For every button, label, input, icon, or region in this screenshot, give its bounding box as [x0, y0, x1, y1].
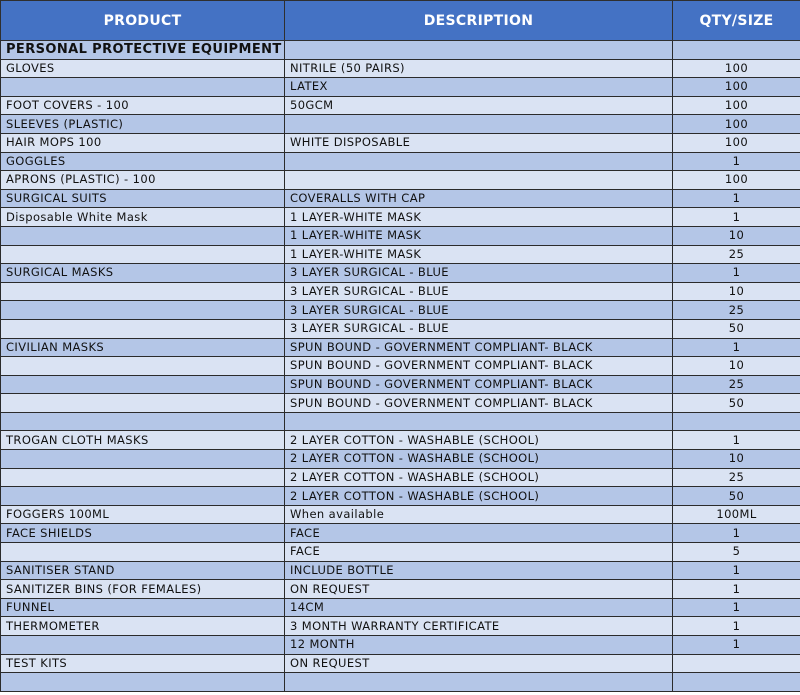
table-row — [1, 505, 800, 524]
product-cell: FUNNEL — [1, 598, 285, 617]
header-qty-size: QTY/SIZE — [673, 1, 800, 41]
table-row — [1, 301, 800, 320]
description-cell: 3 LAYER SURGICAL - BLUE — [285, 301, 673, 320]
qty-cell: 100ML — [673, 505, 800, 524]
qty-cell — [673, 412, 800, 431]
qty-cell — [673, 654, 800, 673]
header-description: DESCRIPTION — [285, 1, 673, 41]
description-cell: 3 LAYER SURGICAL - BLUE — [285, 282, 673, 301]
table-row — [1, 636, 800, 655]
product-cell: SANITISER STAND — [1, 561, 285, 580]
description-cell: WHITE DISPOSABLE — [285, 133, 673, 152]
qty-cell: 25 — [673, 301, 800, 320]
table-row — [1, 152, 800, 171]
table-row — [1, 133, 800, 152]
table-row — [1, 59, 800, 78]
table-row — [1, 673, 800, 692]
product-cell — [1, 394, 285, 413]
qty-cell: 25 — [673, 468, 800, 487]
product-cell: HAIR MOPS 100 — [1, 133, 285, 152]
description-cell: FACE — [285, 524, 673, 543]
description-cell: ON REQUEST — [285, 654, 673, 673]
description-cell: NITRILE (50 PAIRS) — [285, 59, 673, 78]
table-row — [1, 431, 800, 450]
qty-cell: 10 — [673, 357, 800, 376]
product-cell — [1, 375, 285, 394]
table-row — [1, 598, 800, 617]
description-cell: 2 LAYER COTTON - WASHABLE (SCHOOL) — [285, 450, 673, 469]
description-cell: SPUN BOUND - GOVERNMENT COMPLIANT- BLACK — [285, 394, 673, 413]
table-row — [1, 412, 800, 431]
product-cell — [1, 282, 285, 301]
header-row — [1, 1, 800, 41]
product-cell: SURGICAL MASKS — [1, 264, 285, 283]
product-cell: FACE SHIELDS — [1, 524, 285, 543]
description-cell: LATEX — [285, 78, 673, 97]
product-cell: GOGGLES — [1, 152, 285, 171]
table-row — [1, 115, 800, 134]
description-cell: 3 LAYER SURGICAL - BLUE — [285, 264, 673, 283]
qty-cell: 1 — [673, 431, 800, 450]
qty-cell: 100 — [673, 171, 800, 190]
qty-cell: 50 — [673, 319, 800, 338]
product-cell — [1, 357, 285, 376]
table-row — [1, 580, 800, 599]
table-row — [1, 487, 800, 506]
qty-cell: 1 — [673, 524, 800, 543]
description-cell: 1 LAYER-WHITE MASK — [285, 208, 673, 227]
table-row — [1, 226, 800, 245]
description-cell: 2 LAYER COTTON - WASHABLE (SCHOOL) — [285, 431, 673, 450]
qty-cell — [673, 673, 800, 692]
table-row — [1, 524, 800, 543]
qty-cell: 1 — [673, 338, 800, 357]
qty-cell: 1 — [673, 580, 800, 599]
qty-cell: 10 — [673, 226, 800, 245]
description-cell: INCLUDE BOTTLE — [285, 561, 673, 580]
table-row — [1, 171, 800, 190]
table-row — [1, 450, 800, 469]
table-row — [1, 617, 800, 636]
description-cell — [285, 115, 673, 134]
table-row — [1, 394, 800, 413]
table-row — [1, 357, 800, 376]
product-cell: TROGAN CLOTH MASKS — [1, 431, 285, 450]
product-cell — [1, 301, 285, 320]
description-cell — [285, 152, 673, 171]
table-row — [1, 468, 800, 487]
product-cell — [1, 543, 285, 562]
description-cell: When available — [285, 505, 673, 524]
product-cell: CIVILIAN MASKS — [1, 338, 285, 357]
table-row — [1, 208, 800, 227]
qty-cell: 1 — [673, 636, 800, 655]
description-cell: 3 MONTH WARRANTY CERTIFICATE — [285, 617, 673, 636]
product-cell: SLEEVES (PLASTIC) — [1, 115, 285, 134]
qty-cell: 50 — [673, 487, 800, 506]
description-cell: 1 LAYER-WHITE MASK — [285, 245, 673, 264]
description-cell: 50GCM — [285, 96, 673, 115]
description-cell — [285, 412, 673, 431]
table-row — [1, 96, 800, 115]
product-cell — [1, 226, 285, 245]
qty-cell: 1 — [673, 152, 800, 171]
description-cell: SPUN BOUND - GOVERNMENT COMPLIANT- BLACK — [285, 338, 673, 357]
qty-cell: 10 — [673, 282, 800, 301]
product-cell: FOOT COVERS - 100 — [1, 96, 285, 115]
description-cell: ON REQUEST — [285, 580, 673, 599]
product-cell — [1, 636, 285, 655]
product-cell: APRONS (PLASTIC) - 100 — [1, 171, 285, 190]
header-product: PRODUCT — [1, 1, 285, 41]
qty-cell: 1 — [673, 617, 800, 636]
description-cell: 12 MONTH — [285, 636, 673, 655]
qty-cell: 50 — [673, 394, 800, 413]
product-cell — [1, 78, 285, 97]
table-row — [1, 264, 800, 283]
description-cell: COVERALLS WITH CAP — [285, 189, 673, 208]
product-cell: SURGICAL SUITS — [1, 189, 285, 208]
description-cell: 3 LAYER SURGICAL - BLUE — [285, 319, 673, 338]
qty-cell: 100 — [673, 59, 800, 78]
product-cell: Disposable White Mask — [1, 208, 285, 227]
description-cell: 2 LAYER COTTON - WASHABLE (SCHOOL) — [285, 487, 673, 506]
description-cell — [285, 171, 673, 190]
table-row — [1, 543, 800, 562]
table-row — [1, 654, 800, 673]
table-row — [1, 319, 800, 338]
product-cell — [1, 319, 285, 338]
qty-cell — [673, 41, 800, 60]
description-cell: 14CM — [285, 598, 673, 617]
table-row — [1, 78, 800, 97]
product-cell: FOGGERS 100ML — [1, 505, 285, 524]
qty-cell: 100 — [673, 115, 800, 134]
qty-cell: 25 — [673, 375, 800, 394]
description-cell — [285, 41, 673, 60]
qty-cell: 1 — [673, 264, 800, 283]
qty-cell: 1 — [673, 208, 800, 227]
qty-cell: 10 — [673, 450, 800, 469]
qty-cell: 1 — [673, 561, 800, 580]
product-cell: SANITIZER BINS (FOR FEMALES) — [1, 580, 285, 599]
description-cell: FACE — [285, 543, 673, 562]
product-cell: THERMOMETER — [1, 617, 285, 636]
qty-cell: 100 — [673, 78, 800, 97]
qty-cell: 100 — [673, 96, 800, 115]
qty-cell: 25 — [673, 245, 800, 264]
product-cell: PERSONAL PROTECTIVE EQUIPMENT — [1, 41, 285, 60]
description-cell: SPUN BOUND - GOVERNMENT COMPLIANT- BLACK — [285, 357, 673, 376]
qty-cell: 100 — [673, 133, 800, 152]
table-row — [1, 561, 800, 580]
table-row — [1, 338, 800, 357]
table-body — [1, 41, 800, 692]
qty-cell: 5 — [673, 543, 800, 562]
product-cell: GLOVES — [1, 59, 285, 78]
description-cell — [285, 673, 673, 692]
product-cell — [1, 468, 285, 487]
product-cell: TEST KITS — [1, 654, 285, 673]
description-cell: 1 LAYER-WHITE MASK — [285, 226, 673, 245]
table-row — [1, 375, 800, 394]
product-cell — [1, 245, 285, 264]
table-row — [1, 245, 800, 264]
table-row — [1, 189, 800, 208]
description-cell: 2 LAYER COTTON - WASHABLE (SCHOOL) — [285, 468, 673, 487]
qty-cell: 1 — [673, 189, 800, 208]
product-cell — [1, 450, 285, 469]
product-cell — [1, 412, 285, 431]
section-row — [1, 41, 800, 60]
qty-cell: 1 — [673, 598, 800, 617]
product-cell — [1, 673, 285, 692]
description-cell: SPUN BOUND - GOVERNMENT COMPLIANT- BLACK — [285, 375, 673, 394]
product-cell — [1, 487, 285, 506]
table-row — [1, 282, 800, 301]
